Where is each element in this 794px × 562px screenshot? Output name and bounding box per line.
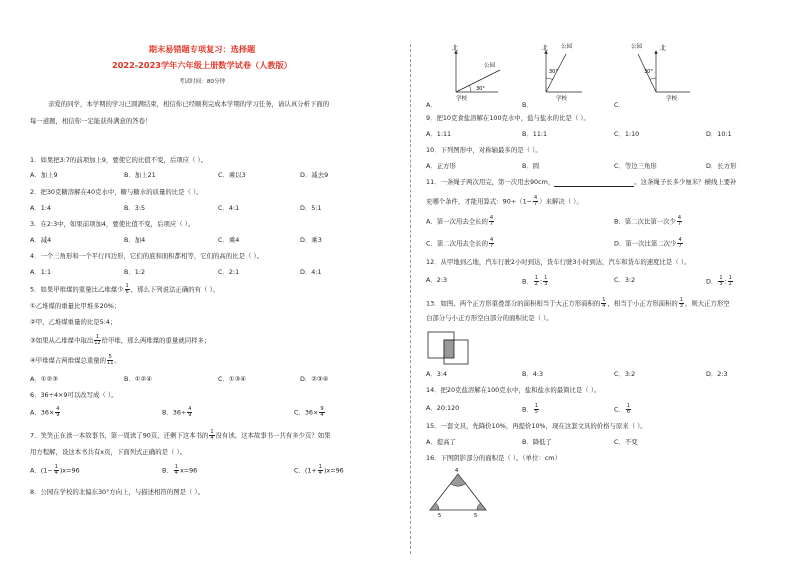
q13-stem-line-2: 白部分与小正方形空白部分的面积比是（ ）。 bbox=[426, 314, 553, 322]
q12-option-b: B． $\frac{1}{2}$ : $\frac{1}{3}$ bbox=[522, 275, 548, 287]
q8-stem: 8．公园在学校的北偏东30°方向上，与描述相符的图是（ ）。 bbox=[30, 488, 204, 496]
q1-option-a: A．加上9 bbox=[30, 171, 58, 179]
q13-option-a: A．3:4 bbox=[426, 370, 448, 378]
q13-overlap-region bbox=[444, 340, 454, 358]
q8b-school-label: 学校 bbox=[556, 96, 568, 102]
q3-option-a: A．减4 bbox=[30, 236, 52, 244]
q8-option-c: C． bbox=[614, 101, 625, 109]
q5-statement-4: ④甲堆煤占两堆煤总重量的 $\frac{5}{11}$ 。 bbox=[30, 354, 121, 366]
column-divider bbox=[410, 44, 411, 554]
q13-option-b: B．4:3 bbox=[522, 370, 544, 378]
q14-option-b: B． $\frac{1}{5}$ bbox=[522, 403, 538, 415]
q8-option-b: B． bbox=[522, 101, 533, 109]
q13-stem-line-1: 13．如图，两个正方形重叠部分的面积相当于大正方形面积的 $\frac{1}{4}$ ，相当于小正方形面积的 $\frac{1}{3}$ ，则大正方形空 bbox=[426, 297, 730, 309]
q8a-north-label: 北 bbox=[452, 45, 459, 52]
q16-left-label: 5 bbox=[438, 513, 442, 518]
q12-stem: 12．从甲地到乙地，汽车行驶2小时到达，货车行驶3小时到达，汽车和货车的速度比是（ ）。 bbox=[426, 258, 691, 266]
q15-option-c: C．不变 bbox=[614, 438, 638, 446]
q8-diagrams bbox=[426, 40, 706, 104]
q8-diagram-c bbox=[631, 42, 690, 102]
q16-top-label: 4 bbox=[455, 468, 459, 474]
q16-right-label: 5 bbox=[474, 513, 478, 518]
q10-option-b: B．圆 bbox=[522, 162, 540, 170]
q4-option-a: A．1:1 bbox=[30, 268, 52, 276]
q8-option-a: A． bbox=[426, 101, 437, 109]
page-title: 期末易错题专项复习：选择题 bbox=[148, 44, 256, 54]
q2-option-b: B．3:5 bbox=[124, 204, 146, 212]
q8a-school-label: 学校 bbox=[456, 96, 468, 102]
q11-blank bbox=[554, 178, 634, 187]
q8c-angle-label: 30° bbox=[644, 69, 653, 75]
q5-statement-3: ③如果从乙堆煤中取出 $\frac{1}{12}$ 给甲堆，那么两堆煤的重量就同样多； bbox=[30, 334, 211, 346]
q7-option-a: A．(1− $\frac{1}{4}$ )x=96 bbox=[30, 464, 80, 476]
q15-stem: 15．一套文具，先降价10%，再提价10%，现在这套文具的价格与原来（ ）。 bbox=[426, 422, 647, 430]
q7-stem-line-2: 用方程解，设这本书共有x页，下面列式正确的是（ ）。 bbox=[30, 448, 186, 456]
q8-diagram-a bbox=[452, 44, 500, 102]
q4-option-c: C．2:1 bbox=[218, 268, 240, 276]
q9-option-b: B．11:1 bbox=[522, 130, 548, 138]
q5-fraction: $\frac{1}{6}$ bbox=[125, 283, 129, 295]
q5-statement-1: ①乙堆煤的重量比甲堆多20%； bbox=[30, 302, 121, 310]
q16-stem: 16．下图阴影部分的面积是（ ）。（单位：cm） bbox=[426, 454, 561, 462]
q3-option-c: C．乘4 bbox=[218, 236, 240, 244]
intro-line-2: 每一道题，相信你一定能获得满意的答卷！ bbox=[30, 117, 152, 125]
q7-option-b: B． $\frac{1}{4}$ x=96 bbox=[162, 464, 198, 476]
q7-option-c: C．(1+ $\frac{1}{4}$ )x=96 bbox=[294, 464, 344, 476]
q16-triangle-figure bbox=[426, 466, 496, 518]
q14-option-c: C． $\frac{1}{6}$ bbox=[614, 403, 631, 415]
q8c-school-label: 学校 bbox=[666, 96, 678, 102]
exam-time: 考试时间：80分钟 bbox=[178, 79, 226, 85]
q14-stem: 14．把20克盐溶解在100克水中，盐和盐水的最简比是（ ）。 bbox=[426, 386, 601, 394]
q3-option-d: D．乘3 bbox=[300, 236, 322, 244]
q11-option-c: C．第二次用去全长的 $\frac{4}{7}$ bbox=[426, 237, 494, 249]
q2-option-a: A．1:4 bbox=[30, 204, 52, 212]
q5-statement-2: ②甲、乙堆煤重量的比是5:4； bbox=[30, 318, 117, 326]
q11-stem: 11．一条绳子两次用完，第一次用去90cm， 。这条绳子长多少厘米？横线上要补 bbox=[426, 178, 737, 186]
q2-stem: 2．把30克糖溶解在40克水中，糖与糖水的质量的比是（ ）。 bbox=[30, 188, 203, 196]
q8b-angle-label: 30° bbox=[549, 69, 558, 75]
q6-option-c: C．36× $\frac{9}{4}$ bbox=[294, 406, 324, 418]
q12-option-d: D． $\frac{1}{3}$ : $\frac{1}{2}$ bbox=[706, 275, 732, 287]
q5-option-b: B．①②④ bbox=[124, 375, 152, 383]
q5-option-a: A．①②③ bbox=[30, 375, 58, 383]
q13-option-c: C．3:2 bbox=[614, 370, 636, 378]
q2-option-c: C．4:1 bbox=[218, 204, 240, 212]
q5-stem: 5．如果甲堆煤的重量比乙堆煤少 $\frac{1}{6}$ ，那么下列说法正确的有（ ）。 bbox=[30, 283, 220, 295]
q12-option-c: C．3:2 bbox=[614, 276, 636, 284]
q9-stem: 9．把10克食盐溶解在100克水中，盐与盐水的比是（ ）。 bbox=[426, 114, 590, 122]
q6-option-b: B．36÷ $\frac{4}{9}$ bbox=[162, 406, 192, 418]
q11-option-b: B．第二次比第一次少 $\frac{4}{7}$ bbox=[614, 215, 682, 227]
q15-option-b: B．降低了 bbox=[522, 438, 552, 446]
q8b-park-label: 公园 bbox=[561, 44, 573, 50]
q1-stem: 1．如果把3:7的前项加上9，要使它的比值不变，后项应（ ）。 bbox=[30, 156, 208, 164]
q10-option-c: C．等边三角形 bbox=[614, 162, 657, 170]
q3-option-b: B．加4 bbox=[124, 236, 146, 244]
q5-option-d: D．②③④ bbox=[300, 375, 329, 383]
q9-option-a: A．1:11 bbox=[426, 130, 452, 138]
q2-option-d: D．5:1 bbox=[300, 204, 322, 212]
q3-stem: 3．在2:3中，如果前项加4，要使比值不变，后项应（ ）。 bbox=[30, 220, 195, 228]
q8-diagram-b bbox=[542, 42, 582, 102]
q6-option-a: A．36× $\frac{4}{9}$ bbox=[30, 406, 60, 418]
q13-option-d: D．2:3 bbox=[706, 370, 728, 378]
q15-option-a: A．提高了 bbox=[426, 438, 456, 446]
q1-option-c: C．乘以3 bbox=[218, 171, 246, 179]
q4-option-d: D．4:1 bbox=[300, 268, 322, 276]
intro-line-1: 亲爱的同学，本学期的学习已圆满结束，相信你已经顺利完成本学期的学习任务，请认真分析下面的 bbox=[48, 100, 330, 108]
q1-option-b: B．加上21 bbox=[124, 171, 156, 179]
page-subtitle: 2022-2023学年六年级上册数学试卷（人教版） bbox=[112, 60, 292, 70]
q12-option-a: A．2:3 bbox=[426, 276, 448, 284]
q11-option-a: A．第一次用去全长的 $\frac{4}{7}$ bbox=[426, 215, 494, 227]
q10-option-d: D．长方形 bbox=[706, 162, 737, 170]
q1-option-d: D．减去9 bbox=[300, 171, 329, 179]
q13-squares-figure bbox=[426, 330, 476, 366]
q4-option-b: B．1:2 bbox=[124, 268, 146, 276]
q8b-north-label: 北 bbox=[542, 45, 549, 52]
q11-stem-line-2: 充哪个条件，才能用算式：90÷（1− $\frac{4}{7}$ ）来解决（ ）。 bbox=[426, 195, 583, 207]
q5-option-c: C．①③④ bbox=[218, 375, 247, 383]
q9-option-d: D．10:1 bbox=[706, 130, 732, 138]
q7-stem-line-1: 7．笑笑正在读一本故事书，第一周读了90页，还剩下这本书的 $\frac{1}{4}$ 没有读。这本故事书一共有多少页？如果 bbox=[30, 429, 331, 441]
q8c-north-label: 北 bbox=[660, 45, 667, 52]
q4-stem: 4．一个三角形和一个平行四边形，它们的底和面积都相等，它们的高的比是（ ）。 bbox=[30, 252, 263, 260]
q8c-park-label: 公园 bbox=[631, 44, 643, 50]
q10-option-a: A．正方形 bbox=[426, 162, 456, 170]
q14-option-a: A．20:120 bbox=[426, 404, 460, 412]
q8a-park-label: 公园 bbox=[484, 63, 496, 69]
q9-option-c: C．1:10 bbox=[614, 130, 640, 138]
q11-option-d: D．第一次比第二次少 $\frac{4}{7}$ bbox=[614, 237, 682, 249]
q6-stem: 6．36÷4×9可以改写成（ ）。 bbox=[30, 391, 118, 399]
q10-stem: 10．下列图形中，对称轴最多的是（ ）。 bbox=[426, 146, 542, 154]
q8a-angle-label: 30° bbox=[476, 86, 485, 92]
